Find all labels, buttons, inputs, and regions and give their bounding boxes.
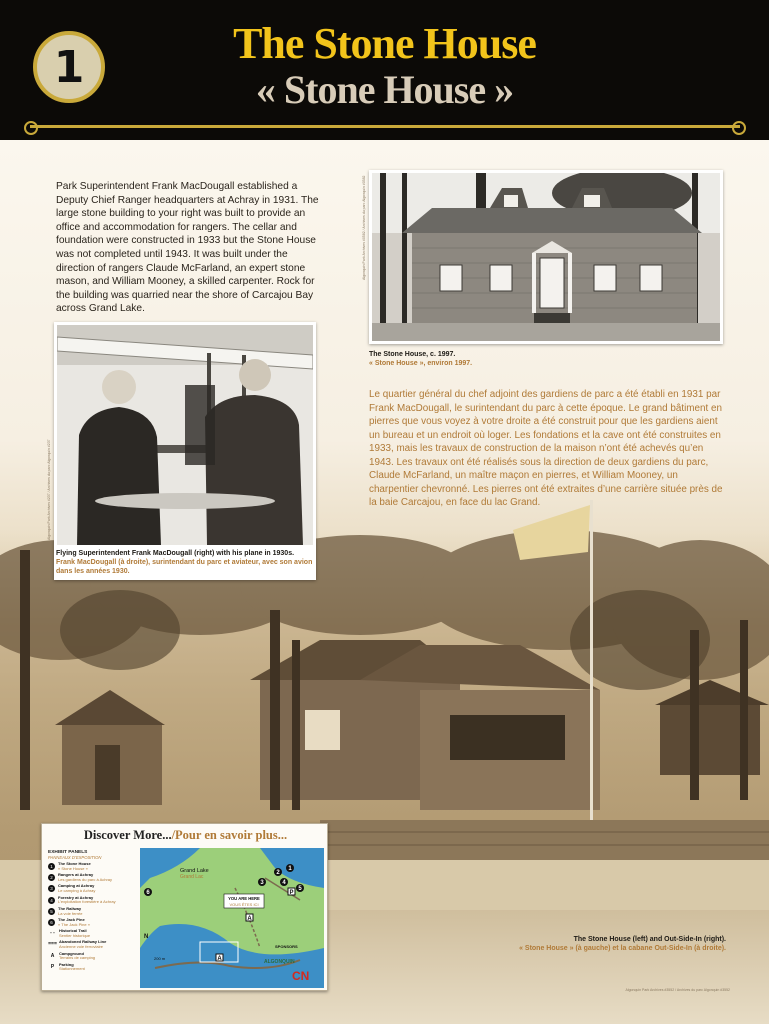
- legend-item-english: The Railway: [58, 905, 82, 911]
- legend-item: [48, 862, 138, 872]
- map-lake-label-french: Grand Lac: [180, 874, 204, 880]
- legend-item-text: [58, 873, 112, 883]
- legend-item-english: Abandoned Railway Line: [59, 939, 107, 945]
- legend-item-text: [58, 907, 82, 917]
- macdougall-plane-photo: [54, 322, 316, 580]
- sponsor-algonquin-logo: ALGONQUIN: [264, 959, 295, 965]
- map-lake-label: Grand Lake: [180, 868, 209, 874]
- svg-text:6: 6: [146, 890, 150, 896]
- caption-french: « Stone House », environ 1997.: [369, 360, 473, 367]
- legend-item-text: [58, 918, 90, 928]
- discover-title-english: Discover More...: [83, 828, 172, 842]
- legend-item-french: La voie ferrée: [58, 910, 83, 916]
- north-arrow-label: N: [144, 934, 149, 940]
- legend-heading: EXHIBIT PANELS: [48, 850, 88, 855]
- you-are-here-label: YOU ARE HERE: [228, 896, 260, 901]
- svg-text:A: A: [247, 916, 252, 922]
- legend-item-english: Historical Trail: [59, 928, 87, 934]
- page-title-french: « Stone House »: [255, 67, 514, 112]
- svg-text:P: P: [289, 890, 294, 896]
- legend-item: [48, 884, 138, 894]
- legend-symbol-icon: A: [50, 952, 55, 959]
- discover-title-french: /Pour en savoir plus...: [171, 828, 288, 842]
- legend-item-french: Les gardiens du parc à Achray: [58, 876, 113, 882]
- stone-house-1997-photo: [369, 170, 723, 344]
- legend-item-french: Sentier historique: [59, 932, 91, 938]
- panel-number-marker: 4: [48, 897, 55, 904]
- legend-item: [48, 918, 138, 928]
- svg-text:4: 4: [282, 880, 286, 886]
- legend-item: [48, 952, 138, 962]
- legend-item-text: [59, 940, 106, 950]
- legend-symbol-icon: ===: [48, 941, 57, 948]
- legend-item-text: [58, 884, 95, 894]
- legend-item-english: Campground: [59, 950, 84, 956]
- header-banner: [0, 0, 769, 140]
- legend-item: [48, 896, 138, 906]
- panel-number-marker: 3: [48, 885, 55, 892]
- caption-english: The Stone House, c. 1997.: [369, 351, 456, 358]
- map-legend: [48, 850, 138, 974]
- legend-item: [48, 963, 138, 973]
- sponsor-cn-logo: CN: [292, 969, 310, 983]
- legend-panel-list: [48, 862, 138, 928]
- legend-symbol-icon: - -: [50, 930, 55, 937]
- panel-number-badge: 1: [33, 31, 105, 103]
- legend-heading-french: PANNEAUX D’EXPOSITION: [48, 855, 102, 860]
- photo-credit-3: Algonquin Park Archives #3552 / Archives du parc Algonquin #3552: [625, 988, 730, 992]
- legend-item-text: [59, 929, 90, 939]
- caption-english: Flying Superintendent Frank MacDougall (right) with his plane in 1930s.: [56, 550, 295, 557]
- page-title: The Stone House: [233, 19, 536, 68]
- photo-credit-1: Algonquin Park Archives #0582 / Archives du parc Algonquin #0582: [362, 175, 366, 280]
- intro-text-french: Le quartier général du chef adjoint des gardiens de parc a été établi en 1931 par Frank MacDougall, le surintendant du parc à cette époque. Le grand bâtiment en pierres que vous voyez à votre droite a été construit pour que les gardiens aient un bureau et un endroit où loger. Les fondations et la cave ont été construites en 1933, mais les travaux de construction de la maison n’ont été achevés qu’en 1943. Les travaux ont été réalisés sous la direction de deux gardiens du parc, Claude McFarland, un maître maçon en pierres, et William Mooney, un charpentier chevronné. Les pierres ont été extraites d’une carrière située près de la baie Carcajou, en face du lac Grand.: [369, 389, 723, 508]
- legend-item: [48, 873, 138, 883]
- svg-text:1: 1: [288, 866, 292, 872]
- intro-text-english: Park Superintendent Frank MacDougall established a Deputy Chief Ranger headquarters at Achray in 1931. The large stone building to your right was built to provide an office and accommodation for rangers. The cellar and foundation were constructed in 1933 but the Stone House was not completed until 1943. It was built under the direction of rangers Claude McFarland, an expert stone mason, and William Mooney, a skilled carpenter. Rock for the building was quarried near the shore of Carcajou Bay across Grand Lake.: [56, 181, 319, 315]
- photo-caption-2: [56, 549, 314, 576]
- header-divider: [30, 125, 740, 128]
- legend-item: [48, 940, 138, 950]
- photo-caption-1: [369, 350, 669, 368]
- legend-item-text: [58, 862, 91, 872]
- legend-item-french: « The Jack Pine »: [58, 921, 90, 927]
- photo-caption-3: [470, 935, 726, 953]
- legend-item-text: [59, 963, 85, 973]
- panel-number-marker: 6: [48, 919, 55, 926]
- legend-item: [48, 907, 138, 917]
- caption-french: Frank MacDougall (à droite), surintendant du parc et aviateur, avec son avion dans les années 1930.: [56, 559, 313, 575]
- discover-title: [42, 828, 329, 843]
- legend-item-french: L’exploitation forestière à Achray: [58, 899, 116, 905]
- discover-more-map-panel: [41, 823, 328, 991]
- panel-number-marker: 5: [48, 908, 55, 915]
- legend-item-english: Rangers at Achray: [58, 872, 94, 878]
- legend-item-french: Stationnement: [59, 966, 85, 972]
- caption-english: The Stone House (left) and Out-Side-In (right).: [573, 936, 726, 943]
- legend-item-french: Ancienne voie ferroviaire: [59, 944, 104, 950]
- svg-text:2: 2: [276, 870, 280, 876]
- sponsors-label: SPONSORS: [275, 944, 298, 949]
- svg-text:3: 3: [260, 880, 264, 886]
- legend-item-english: Camping at Achray: [58, 883, 95, 889]
- caption-french: « Stone House » (à gauche) et la cabane Out-Side-In (à droite).: [519, 945, 726, 952]
- legend-item-text: [59, 952, 95, 962]
- legend-item-french: Le camping à Achray: [58, 888, 96, 894]
- legend-item: [48, 929, 138, 939]
- achray-area-map: [140, 848, 324, 988]
- legend-item-english: Parking: [59, 961, 74, 967]
- map-scale-label: 200 m: [154, 956, 166, 961]
- legend-item-english: The Jack Pine: [58, 916, 85, 922]
- panel-number-marker: 1: [48, 863, 55, 870]
- legend-symbol-icon: P: [50, 963, 55, 970]
- photo-credit-2: Algonquin Park Archives #237 / Archives du parc Algonquin #237: [47, 439, 51, 540]
- svg-text:5: 5: [298, 886, 302, 892]
- panel-number-marker: 2: [48, 874, 55, 881]
- legend-item-french: « Stone House »: [58, 865, 88, 871]
- legend-feature-list: [48, 929, 138, 972]
- legend-item-french: Terrains de camping: [59, 955, 96, 961]
- svg-text:A: A: [217, 956, 222, 962]
- legend-item-english: The Stone House: [58, 861, 91, 866]
- you-are-here-label-french: VOUS ÊTES ICI: [229, 902, 259, 907]
- legend-item-text: [58, 896, 116, 906]
- legend-item-english: Forestry at Achray: [58, 894, 94, 900]
